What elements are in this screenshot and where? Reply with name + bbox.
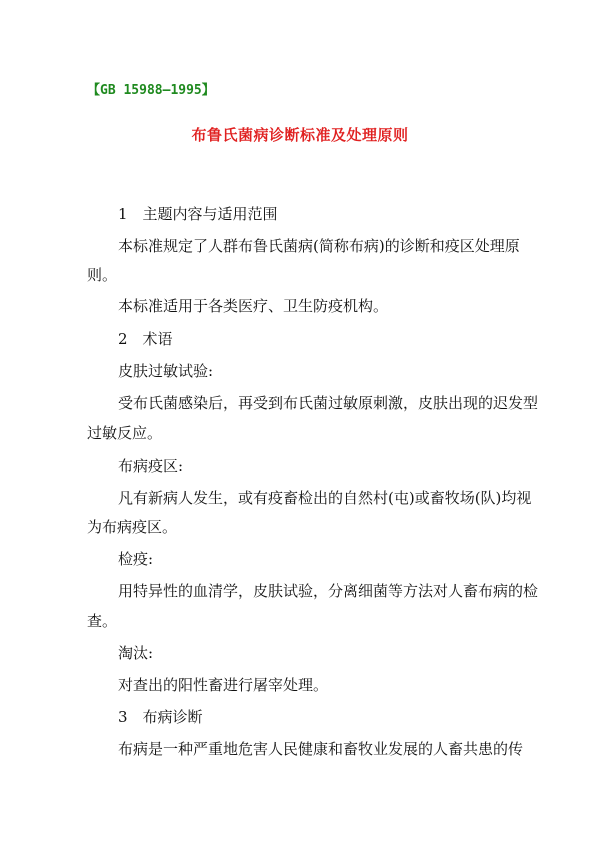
paragraph-line: 受布氏菌感染后，再受到布氏菌过敏原刺激，皮肤出现的迟发型: [118, 394, 539, 412]
term-label: 布病疫区:: [118, 457, 184, 475]
paragraph-line: 本标准规定了人群布鲁氏菌病(简称布病)的诊断和疫区处理原: [118, 237, 520, 255]
term-label: 淘汰:: [118, 644, 154, 662]
section-3-heading: 3 布病诊断: [118, 708, 203, 726]
paragraph-line: 用特异性的血清学，皮肤试验，分离细菌等方法对人畜布病的检: [118, 582, 539, 600]
paragraph-line: 对查出的阳性畜进行屠宰处理。: [118, 676, 329, 694]
standard-code: 【GB 15988—1995】: [87, 83, 215, 98]
paragraph-line: 布病是一种严重地危害人民健康和畜牧业发展的人畜共患的传: [118, 740, 524, 758]
paragraph-line: 则。: [87, 266, 118, 284]
document-title: 布鲁氏菌病诊断标准及处理原则: [191, 126, 409, 144]
term-label: 皮肤过敏试验:: [118, 362, 214, 380]
paragraph-line: 凡有新病人发生，或有疫畜检出的自然村(屯)或畜牧场(队)均视: [118, 489, 532, 507]
section-1-heading: 1 主题内容与适用范围: [118, 205, 278, 223]
paragraph-line: 为布病疫区。: [87, 518, 178, 536]
paragraph-line: 查。: [87, 612, 118, 630]
paragraph-line: 本标准适用于各类医疗、卫生防疫机构。: [118, 297, 389, 315]
paragraph-line: 过敏反应。: [87, 424, 163, 442]
term-label: 检疫:: [118, 550, 154, 568]
section-2-heading: 2 术语: [118, 330, 173, 348]
